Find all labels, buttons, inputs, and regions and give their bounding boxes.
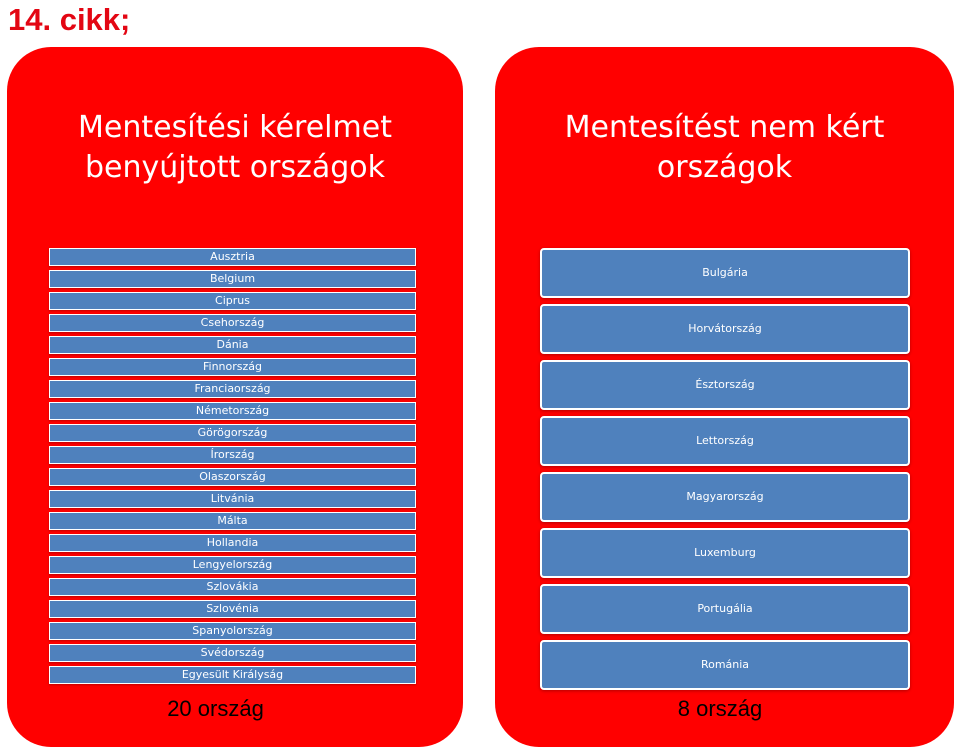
country-item-szlovakia: Szlovákia — [49, 578, 416, 596]
country-item-lettorszag: Lettország — [540, 416, 910, 466]
country-item-ausztria: Ausztria — [49, 248, 416, 266]
country-item-esztorszag: Észtország — [540, 360, 910, 410]
requested-country-list — [49, 248, 416, 688]
country-item-horvatorszag: Horvátország — [540, 304, 910, 354]
country-item-litvania: Litvánia — [49, 490, 416, 508]
country-item-szlovenia: Szlovénia — [49, 600, 416, 618]
country-item-csehorszag: Csehország — [49, 314, 416, 332]
country-item-gorogorszag: Görögország — [49, 424, 416, 442]
country-item-irorszag: Írország — [49, 446, 416, 464]
country-item-belgium: Belgium — [49, 270, 416, 288]
requested-heading-line2: benyújtott országok — [84, 150, 385, 185]
slide-title: 14. cikk; — [8, 2, 131, 37]
country-item-nemetorszag: Németország — [49, 402, 416, 420]
not-requested-heading-line1: Mentesítést nem kért — [564, 110, 885, 145]
requested-country-count: 20 ország — [167, 696, 264, 721]
not-requested-country-count: 8 ország — [677, 696, 763, 721]
requested-exemption-heading — [7, 108, 463, 188]
not-requested-country-list — [540, 248, 910, 696]
not-requested-exemption-heading — [495, 108, 954, 188]
country-item-romania: Románia — [540, 640, 910, 690]
country-item-finnorszag: Finnország — [49, 358, 416, 376]
country-item-lengyelorszag: Lengyelország — [49, 556, 416, 574]
requested-heading-line1: Mentesítési kérelmet — [78, 110, 392, 145]
not-requested-heading-line2: országok — [656, 150, 793, 185]
country-item-magyarorszag: Magyarország — [540, 472, 910, 522]
country-item-olaszorszag: Olaszország — [49, 468, 416, 486]
country-item-luxemburg: Luxemburg — [540, 528, 910, 578]
country-item-dania: Dánia — [49, 336, 416, 354]
country-item-egyesult-kiralysag: Egyesült Királyság — [49, 666, 416, 684]
country-item-svedorszag: Svédország — [49, 644, 416, 662]
country-item-hollandia: Hollandia — [49, 534, 416, 552]
country-item-malta: Málta — [49, 512, 416, 530]
country-item-ciprus: Ciprus — [49, 292, 416, 310]
country-item-spanyolorszag: Spanyolország — [49, 622, 416, 640]
country-item-portugalia: Portugália — [540, 584, 910, 634]
country-item-bulgaria: Bulgária — [540, 248, 910, 298]
country-item-franciaorszag: Franciaország — [49, 380, 416, 398]
